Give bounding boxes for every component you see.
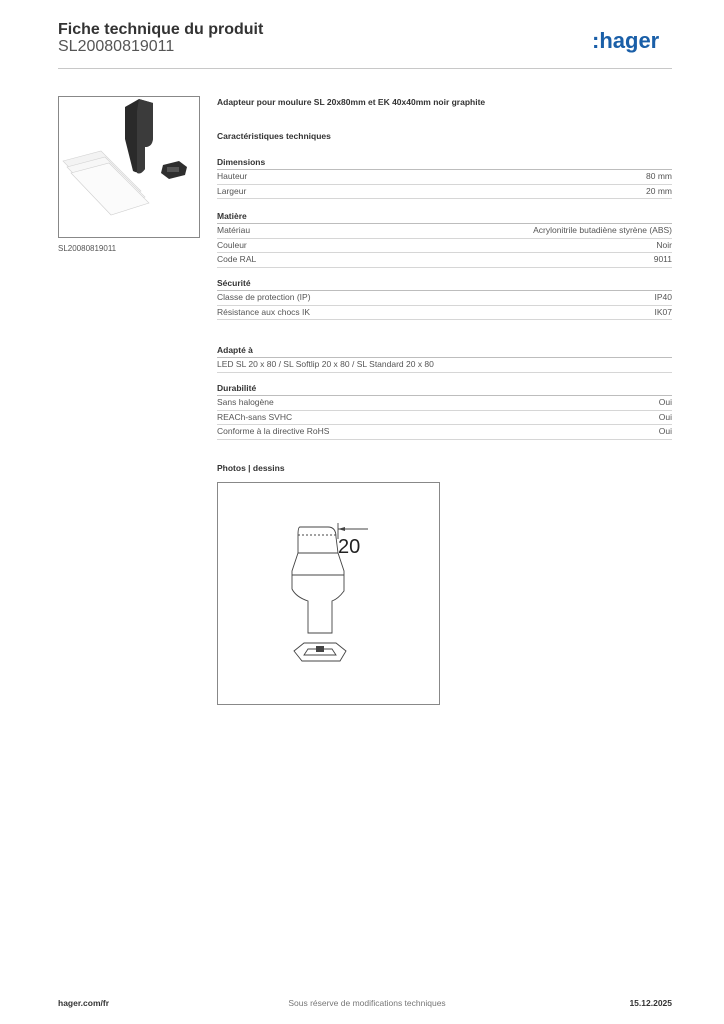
footer-website-link[interactable]: hager.com/fr [58, 998, 110, 1008]
spec-label: Hauteur [217, 171, 248, 181]
photo-caption: SL20080819011 [58, 244, 117, 253]
spec-value: Oui [658, 411, 672, 422]
footer-disclaimer: Sous réserve de modifications techniques [288, 998, 446, 1008]
spec-row [217, 185, 672, 200]
spec-value: IP40 [654, 292, 672, 302]
spec-value: Acrylonitrile butadiène styrène (ABS) [533, 225, 672, 235]
spec-label: Classe de protection (IP) [217, 292, 311, 302]
section-adapte [217, 344, 672, 373]
spec-row [217, 239, 672, 254]
spec-row [217, 358, 672, 373]
product-reference: SL20080819011 [58, 38, 175, 55]
section-matiere [217, 210, 672, 268]
spec-row [217, 425, 672, 440]
dimension-label: 20 [338, 536, 361, 558]
spec-value: 9011 [653, 254, 672, 264]
product-photo [58, 96, 200, 238]
section-title: Matière [217, 210, 672, 224]
section-securite [217, 277, 672, 320]
hager-logo-text: :hager [592, 28, 660, 53]
product-description: Adapteur pour moulure SL 20x80mm et EK 40x40mm noir graphite [217, 97, 486, 107]
spec-row [217, 224, 672, 239]
spec-label: Largeur [217, 185, 247, 196]
hager-logo [592, 28, 674, 56]
spec-label: Résistance aux chocs IK [217, 306, 311, 317]
spec-value: 20 mm [646, 185, 672, 196]
section-dimensions [217, 156, 672, 199]
spec-label: Conforme à la directive RoHS [217, 426, 330, 436]
page-title: Fiche technique du produit [58, 21, 264, 38]
spec-row [217, 306, 672, 321]
spec-label: LED SL 20 x 80 / SL Softlip 20 x 80 / SL Standard 20 x 80 [217, 359, 434, 369]
spec-row [217, 291, 672, 306]
spec-value: Oui [658, 397, 672, 407]
spec-label: Couleur [217, 239, 247, 250]
spec-label: Sans halogène [217, 397, 274, 407]
spec-row [217, 396, 672, 411]
section-title: Sécurité [217, 277, 672, 291]
spec-row [217, 170, 672, 185]
spec-row [217, 253, 672, 268]
header-divider [58, 68, 672, 69]
photos-heading: Photos | dessins [217, 463, 285, 473]
spec-label: Matériau [217, 225, 251, 235]
spec-row [217, 411, 672, 426]
section-title: Dimensions [217, 156, 672, 170]
section-title: Durabilité [217, 382, 672, 396]
spec-value: IK07 [654, 306, 672, 317]
technical-drawing [217, 482, 440, 705]
spec-heading: Caractéristiques techniques [217, 131, 331, 141]
spec-label: REACh-sans SVHC [217, 411, 293, 422]
section-durabilite [217, 382, 672, 440]
spec-value: Noir [656, 239, 672, 250]
spec-value: Oui [658, 426, 672, 436]
section-title: Adapté à [217, 344, 672, 358]
spec-label: Code RAL [217, 254, 257, 264]
footer-date: 15.12.2025 [629, 998, 672, 1008]
spec-value: 80 mm [646, 171, 672, 181]
